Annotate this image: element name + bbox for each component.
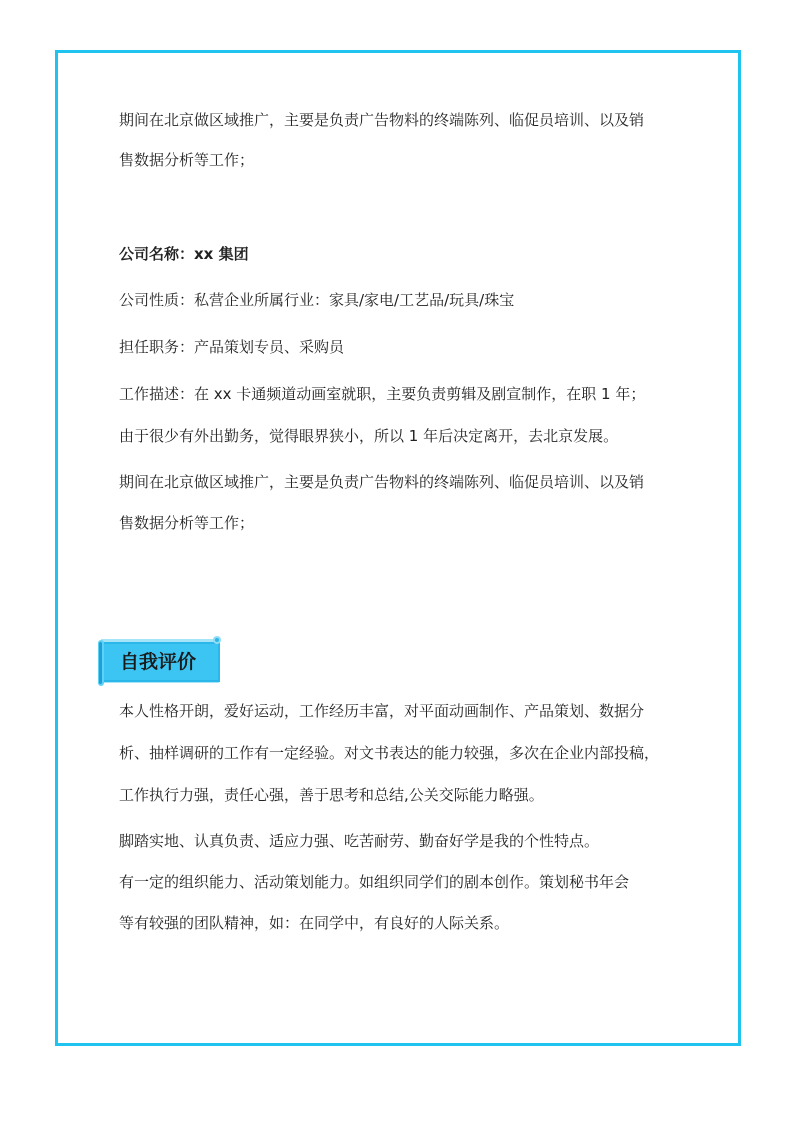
job-description-line-1: 工作描述：在 xx 卡通频道动画室就职，主要负责剪辑及剧宣制作，在职 1 年；: [119, 385, 646, 403]
job-description-line-2: 由于很少有外出勤务，觉得眼界狭小，所以 1 年后决定离开，去北京发展。: [119, 427, 619, 445]
section-banner-self-evaluation: [98, 636, 222, 688]
company-nature: 公司性质：私营企业所属行业：家具/家电/工艺品/玩具/珠宝: [119, 291, 515, 309]
company-name: 公司名称：xx 集团: [119, 245, 249, 263]
experience-tail-line-1: 期间在北京做区域推广，主要是负责广告物料的终端陈列、临促员培训、以及销: [119, 111, 645, 129]
self-eval-line-6: 等有较强的团队精神，如：在同学中，有良好的人际关系。: [119, 914, 510, 932]
job-description-line-4: 售数据分析等工作；: [119, 514, 255, 532]
experience-tail-line-2: 售数据分析等工作；: [119, 151, 255, 169]
page-border-frame: [55, 50, 741, 1046]
section-title-self-evaluation: 自我评价: [120, 651, 197, 673]
self-eval-line-2: 析、抽样调研的工作有一定经验。对文书表达的能力较强，多次在企业内部投稿，: [119, 744, 660, 762]
self-eval-line-5: 有一定的组织能力、活动策划能力。如组织同学们的剧本创作。策划秘书年会: [119, 873, 630, 891]
self-eval-line-1: 本人性格开朗，爱好运动，工作经历丰富，对平面动画制作、产品策划、数据分: [119, 702, 645, 720]
job-description-line-3: 期间在北京做区域推广，主要是负责广告物料的终端陈列、临促员培训、以及销: [119, 473, 645, 491]
self-eval-line-3: 工作执行力强，责任心强，善于思考和总结,公关交际能力略强。: [119, 786, 544, 804]
job-position: 担任职务：产品策划专员、采购员: [119, 338, 345, 356]
self-eval-line-4: 脚踏实地、认真负责、适应力强、吃苦耐劳、勤奋好学是我的个性特点。: [119, 832, 600, 850]
